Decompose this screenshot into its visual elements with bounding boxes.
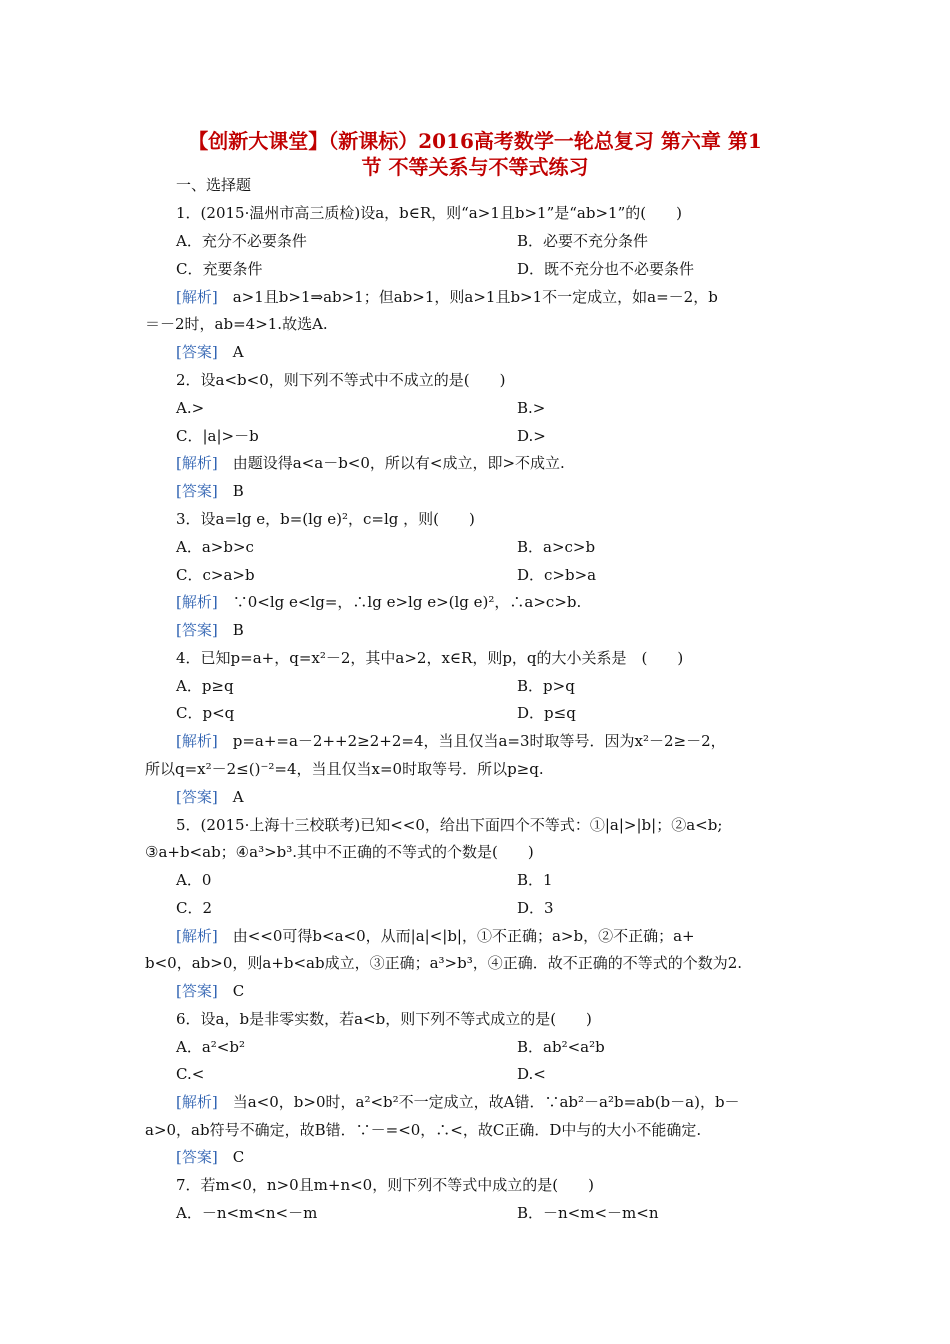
q2-option-c: C．|a|>－b xyxy=(176,427,259,445)
q6-option-a: A．a²<b² xyxy=(176,1038,245,1056)
answer-tag: [答案] xyxy=(176,1148,218,1166)
q6-analysis-line-2: a>0，ab符号不确定，故B错．∵－=<0，∴<，故C正确．D中与的大小不能确定. xyxy=(145,1121,702,1139)
q3-stem: 3．设a=lg e，b=(lg e)²，c=lg ，则( ) xyxy=(176,510,475,528)
q5-answer xyxy=(176,981,244,1001)
q2-answer xyxy=(176,481,244,501)
q3-option-a: A．a>b>c xyxy=(176,538,254,556)
q5-stem-line-1: 5．(2015·上海十三校联考)已知<<0，给出下面四个不等式：①|a|>|b|；②a<b; xyxy=(176,816,723,834)
q1-option-c: C．充要条件 xyxy=(176,260,263,278)
analysis-tag: [解析] xyxy=(176,288,218,306)
q6-stem: 6．设a，b是非零实数，若a<b，则下列不等式成立的是( ) xyxy=(176,1010,592,1028)
q1-option-a: A．充分不必要条件 xyxy=(176,232,307,250)
q7-stem: 7．若m<0，n>0且m+n<0，则下列不等式中成立的是( ) xyxy=(176,1176,594,1194)
q2-option-a: A.> xyxy=(176,399,205,417)
q5-option-a: A．0 xyxy=(176,871,212,889)
q4-option-d: D．p≤q xyxy=(517,704,576,722)
answer-tag: [答案] xyxy=(176,343,218,361)
q4-analysis-text: p=a+=a－2++2≥2+2=4，当且仅当a=3时取等号．因为x²－2≥－2， xyxy=(232,732,726,750)
section-heading: 一、选择题 xyxy=(176,176,252,194)
q3-answer-value: B xyxy=(232,621,244,639)
q5-analysis-text: 由<<0可得b<a<0，从而|a|<|b|，①不正确；a>b，②不正确；a+ xyxy=(232,927,695,945)
analysis-tag: [解析] xyxy=(176,927,218,945)
q5-analysis-line-1 xyxy=(176,926,695,946)
q2-stem: 2．设a<b<0，则下列不等式中不成立的是( ) xyxy=(176,371,506,389)
answer-tag: [答案] xyxy=(176,482,218,500)
q6-option-c: C.< xyxy=(176,1065,205,1083)
q2-analysis-text: 由题设得a<a－b<0，所以有<成立，即>不成立. xyxy=(232,454,565,472)
q1-option-b: B．必要不充分条件 xyxy=(517,232,649,250)
q1-answer-value: A xyxy=(232,343,244,361)
q5-analysis-line-2: b<0，ab>0，则a+b<ab成立，③正确；a³>b³，④正确．故不正确的不等式的个数为2. xyxy=(145,954,743,972)
q5-option-d: D．3 xyxy=(517,899,554,917)
q6-analysis-line-1 xyxy=(176,1092,740,1112)
q2-answer-value: B xyxy=(232,482,244,500)
q7-option-b: B．－n<m<－m<n xyxy=(517,1204,659,1222)
q6-answer-value: C xyxy=(232,1148,245,1166)
q4-answer xyxy=(176,787,244,807)
q4-answer-value: A xyxy=(232,788,244,806)
q5-option-c: C．2 xyxy=(176,899,213,917)
answer-tag: [答案] xyxy=(176,982,218,1000)
q4-analysis-line-1 xyxy=(176,731,726,751)
q1-analysis-line-1 xyxy=(176,287,718,307)
q6-analysis-text: 当a<0，b>0时，a²<b²不一定成立，故A错．∵ab²－a²b=ab(b－a)，b－ xyxy=(232,1093,740,1111)
q2-option-b: B.> xyxy=(517,399,546,417)
q6-option-b: B．ab²<a²b xyxy=(517,1038,605,1056)
q3-option-d: D．c>b>a xyxy=(517,566,597,584)
q6-option-d: D.< xyxy=(517,1065,546,1083)
q1-stem: 1．(2015·温州市高三质检)设a，b∈R，则“a>1且b>1”是“ab>1”的( ) xyxy=(176,204,682,222)
q4-option-b: B．p>q xyxy=(517,677,575,695)
q5-stem-line-2: ③a+b<ab；④a³>b³.其中不正确的不等式的个数是( ) xyxy=(145,843,534,861)
document-title-line-2: 节 不等关系与不等式练习 xyxy=(361,155,589,179)
q4-analysis-line-2: 所以q=x²－2≤()⁻²=4，当且仅当x=0时取等号．所以p≥q. xyxy=(145,760,544,778)
q1-analysis-line-2: ＝－2时，ab=4>1.故选A. xyxy=(145,315,328,333)
q1-analysis-text: a>1且b>1⇒ab>1；但ab>1，则a>1且b>1不一定成立，如a=－2，b xyxy=(232,288,718,306)
analysis-tag: [解析] xyxy=(176,732,218,750)
q3-option-c: C．c>a>b xyxy=(176,566,255,584)
q5-answer-value: C xyxy=(232,982,245,1000)
q1-answer xyxy=(176,342,244,362)
q5-option-b: B．1 xyxy=(517,871,553,889)
q6-answer xyxy=(176,1147,244,1167)
q3-option-b: B．a>c>b xyxy=(517,538,596,556)
q2-option-d: D.> xyxy=(517,427,546,445)
answer-tag: [答案] xyxy=(176,788,218,806)
q3-analysis xyxy=(176,592,581,612)
q7-option-a: A．－n<m<n<－m xyxy=(176,1204,318,1222)
q3-analysis-text: ∵0<lg e<lg=，∴lg e>lg e>(lg e)²，∴a>c>b. xyxy=(232,593,582,611)
answer-tag: [答案] xyxy=(176,621,218,639)
analysis-tag: [解析] xyxy=(176,1093,218,1111)
q4-option-c: C．p<q xyxy=(176,704,235,722)
analysis-tag: [解析] xyxy=(176,454,218,472)
q4-option-a: A．p≥q xyxy=(176,677,234,695)
analysis-tag: [解析] xyxy=(176,593,218,611)
q4-stem: 4．已知p=a+，q=x²－2，其中a>2，x∈R，则p，q的大小关系是 ( ) xyxy=(176,649,684,667)
q3-answer xyxy=(176,620,244,640)
document-title-line-1: 【创新大课堂】（新课标）2016高考数学一轮总复习 第六章 第1 xyxy=(188,129,762,153)
q1-option-d: D．既不充分也不必要条件 xyxy=(517,260,695,278)
q2-analysis xyxy=(176,453,565,473)
